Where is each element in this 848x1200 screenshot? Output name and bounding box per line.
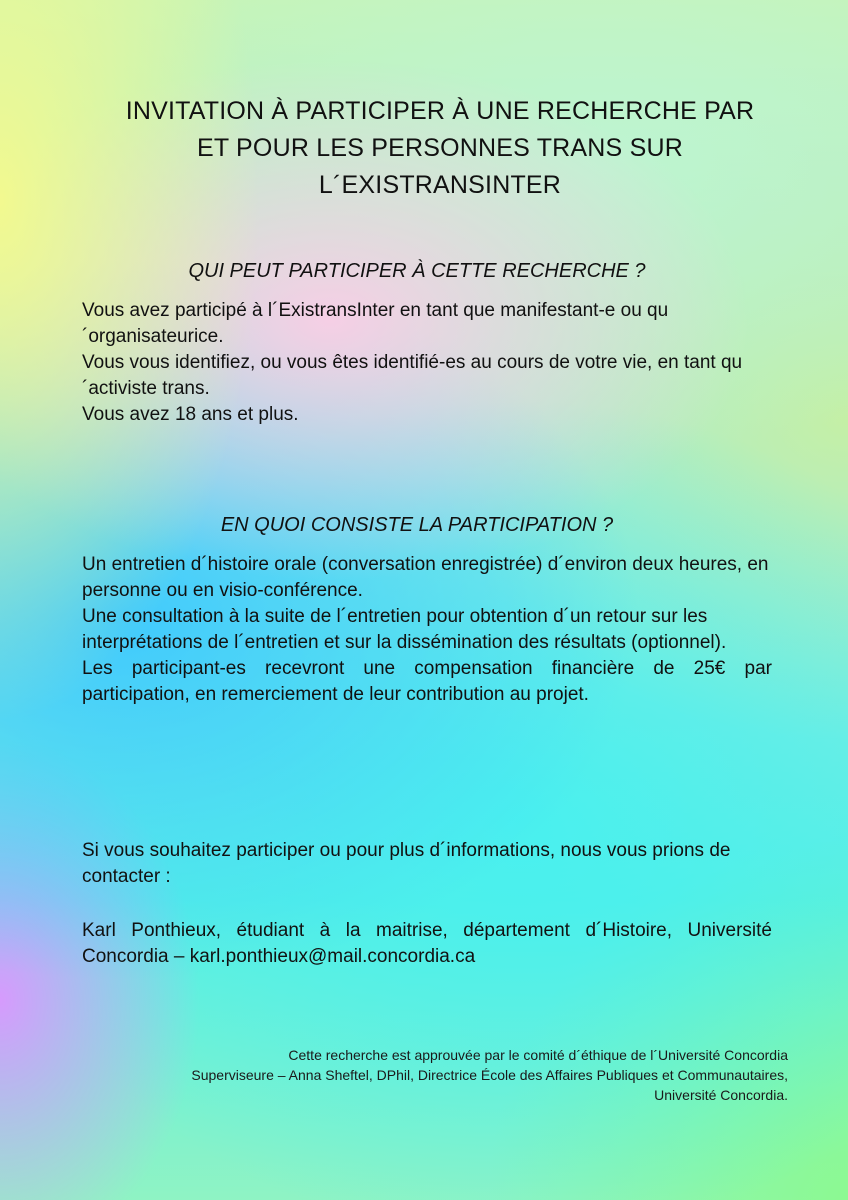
- eligibility-item: Vous vous identifiez, ou vous êtes identifié-es au cours de votre vie, en tant qu´activiste trans.: [82, 352, 743, 399]
- who-can-participate-heading: QUI PEUT PARTICIPER À CETTE RECHERCHE ?: [188, 260, 646, 282]
- title-line-1: INVITATION À PARTICIPER À UNE RECHERCHE PAR: [125, 97, 755, 125]
- contact-intro: Si vous souhaitez participer ou pour plus d´informations, nous vous prions de contacter :: [82, 840, 731, 887]
- flyer-title: [60, 93, 820, 204]
- participation-item: Les participant-es recevront une compensation financière de 25€ par participation, en remerciement de leur contribution au projet.: [82, 658, 772, 705]
- university-line: Université Concordia.: [654, 1087, 788, 1103]
- contact-person: Karl Ponthieux, étudiant à la maitrise, département d´Histoire, Université Concordia – karl.ponthieux@mail.concordia.ca: [82, 920, 772, 967]
- eligibility-item: Vous avez 18 ans et plus.: [82, 404, 299, 425]
- participation-item: Une consultation à la suite de l´entretien pour obtention d´un retour sur les interprétations de l´entretien et sur la dissémination des résultats (optionnel).: [82, 606, 727, 653]
- participation-list: [82, 552, 772, 708]
- title-line-2: ET POUR LES PERSONNES TRANS SUR: [197, 134, 683, 162]
- ethics-approval: Cette recherche est approuvée par le comité d´éthique de l´Université Concordia: [288, 1047, 788, 1063]
- participation-heading: EN QUOI CONSISTE LA PARTICIPATION ?: [220, 514, 614, 536]
- eligibility-item: Vous avez participé à l´ExistransInter en tant que manifestant-e ou qu´organisateurice.: [82, 300, 669, 347]
- supervisor-line: Superviseure – Anna Sheftel, DPhil, Directrice École des Affaires Publiques et Communautaires,: [191, 1067, 788, 1083]
- participation-item: Un entretien d´histoire orale (conversation enregistrée) d´environ deux heures, en personne ou en visio-conférence.: [82, 554, 769, 601]
- title-line-3: L´EXISTRANSINTER: [318, 171, 562, 199]
- ethics-footer: [88, 1045, 788, 1105]
- eligibility-list: [82, 298, 772, 428]
